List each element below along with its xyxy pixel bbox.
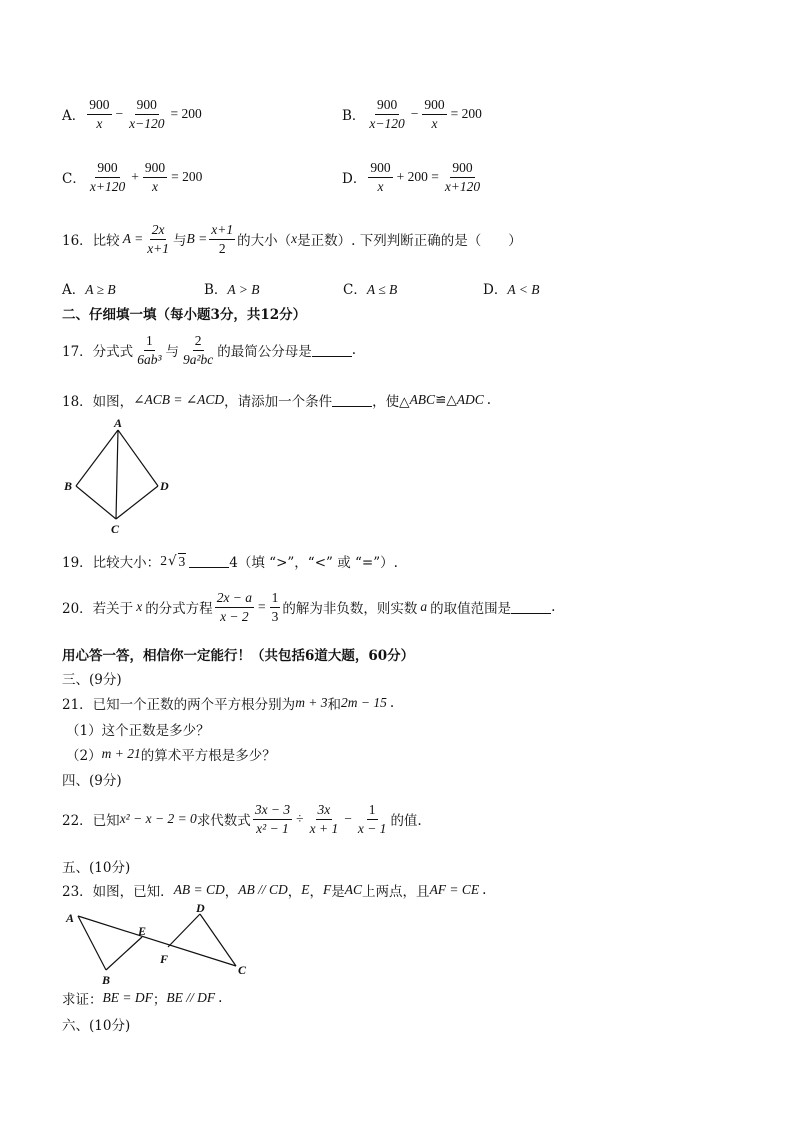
fraction: $\frac{2x}{x+1}$ [147,222,170,256]
question-23: 23．如图，已知． AB = CD ， AB // CD ， E ， F 是 AC 上两点，且 AF = CE . [62,882,487,900]
q23-proof-statement: 求证： BE = DF ； BE // DF . [62,990,223,1008]
fraction: $\frac{900}{x}$ [370,160,391,194]
question-20: 20．若关于 x 的分式方程 $\frac{2x - a}{x - 2}$ = $\frac{1}{3}$ 的解为非负数，则实数 a 的取值范围是 . [62,590,556,624]
point-label-c: C [238,963,247,977]
fraction: $\frac{3x - 3}{\text{x² − 1}}$ [254,802,291,836]
fraction: $\frac{900}{x-120}$ [129,97,165,131]
question-22: 22．已知 x² − x − 2 = 0 求代数式 $\frac{3x - 3}{\text{x² − 1}}$ ÷ $\frac{3x}{x + 1}$ − $\frac{1}{x - 1}$ 的值. [62,802,422,836]
q21-part-1: （1）这个正数是多少？ [66,723,210,739]
question-18: 18．如图， ∠ACB = ∠ACD ，请添加一个条件 ，使△ ABC ≌△ ADC . [62,392,492,410]
q21-part-2: （2） m + 21 的算术平方根是多少？ [66,746,276,764]
fraction: $\frac{1}{\text{6ab³}}$ [137,333,162,367]
figure-18-kite [60,414,180,539]
fraction: $\frac{x+1}{2}$ [211,222,234,256]
fraction: $\frac{900}{x}$ [144,160,166,194]
q16-option-b: B．A > B [204,282,260,298]
question-17: 17．分式式 $\frac{1}{\text{6ab³}}$ 与 $\frac{2}{\text{9a²bc}}$ 的最简公分母是 . [62,333,357,367]
point-label-c: C [111,522,120,536]
heading-part-4: 四、(9分) [62,773,122,789]
question-16: 16．比较 A = $\frac{2x}{x+1}$ 与 B = $\frac{x+1}{2}$ 的大小（ x 是正数）. 下列判断正确的是（ ） [62,222,522,256]
heading-part-6: 六、(10分) [62,1018,131,1034]
answer-blank[interactable] [511,601,551,614]
q16-option-a: A．A ≥ B [62,282,116,298]
q15-option-a: A． $\frac{900}{x}$ − $\frac{900}{x-120}$ = 200 [62,97,202,131]
heading-part-5: 五、(10分) [62,860,131,876]
sqrt-sign: √ [167,553,177,569]
section-2-heading: 二、仔细填一填（每小题3分，共12分） [62,307,307,323]
point-label-a: A [66,911,75,925]
fraction: $\frac{900}{x+120}$ [89,160,126,194]
answer-blank[interactable] [332,394,372,407]
fraction: $\frac{900}{x-120}$ [369,97,405,131]
fraction: $\frac{2x - a}{x - 2}$ [216,590,253,624]
point-label-d: D [160,479,169,493]
q16-option-d: D．A < B [483,282,540,298]
point-label-b: B [64,479,73,493]
q15-option-b: B． $\frac{900}{x-120}$ − $\frac{900}{x}$ = 200 [342,97,482,131]
fraction: $\frac{900}{x+120}$ [444,160,481,194]
answer-blank[interactable] [189,555,229,568]
q15-option-d: D． $\frac{900}{x}$ + 200 = $\frac{900}{x+120}$ [342,160,481,194]
fraction: $\frac{900}{x}$ [424,97,445,131]
point-label-f: F [160,952,169,966]
question-19: 19．比较大小： 2 √ 3 4（填 “>”，“<” 或 “=”）. [62,553,398,571]
fraction: $\frac{1}{x - 1}$ [357,802,387,836]
point-label-a: A [114,416,123,430]
fraction: $\frac{2}{\text{9a²bc}}$ [183,333,214,367]
point-label-e: E [138,924,147,938]
q15-option-c: C． $\frac{900}{x+120}$ + $\frac{900}{x}$ = 200 [62,160,203,194]
q16-option-c: C．A ≤ B [343,282,398,298]
point-label-b: B [102,973,111,987]
fraction: $\frac{900}{x}$ [89,97,110,131]
fraction: $\frac{1}{3}$ [271,590,279,624]
heading-part-3: 三、(9分) [62,672,122,688]
question-21: 21．已知一个正数的两个平方根分别为 m + 3 和 2m − 15 . [62,695,395,713]
section-3-heading: 用心答一答，相信你一定能行！（共包括6道大题，60分） [62,648,415,664]
answer-blank[interactable] [312,344,352,357]
point-label-d: D [196,901,205,915]
figure-23-triangles [60,900,260,990]
fraction: $\frac{3x}{x + 1}$ [309,802,339,836]
